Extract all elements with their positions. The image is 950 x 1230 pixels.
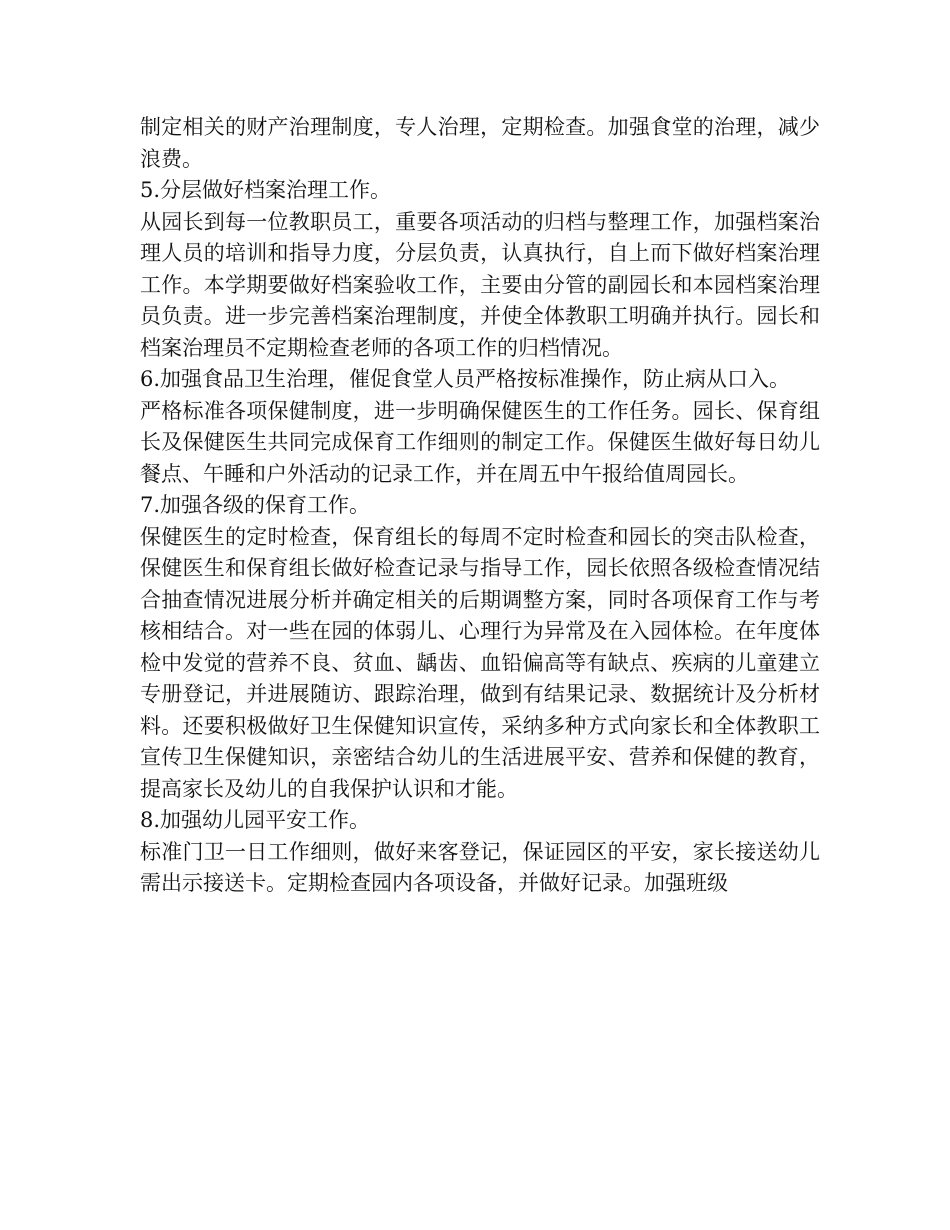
heading-safety-work: 8.加强幼儿园平安工作。 xyxy=(140,808,371,832)
paragraph-care-work: 保健医生的定时检查，保育组长的每周不定时检查和园长的突击队检查，保健医生和保育组长做好检查记录与指导工作，园长依照各级检查情况结合抽查情况进展分析并确定相关的后期调整方案，同时各项保育工作与考核相结合。对一些在园的体弱儿、心理行为异常及在入园体检。在年度体检中发觉的营养不良、贫血、龋齿、血铅偏高等有缺点、疾病的儿童建立专册登记，并进展随访、跟踪治理，做到有结果记录、数据统计及分析材料。还要积极做好卫生保健知识宣传，采纳多种方式向家长和全体教职工宣传卫生保健知识，亲密结合幼儿的生活进展平安、营养和保健的教育，提高家长及幼儿的自我保护认识和才能。 xyxy=(140,524,820,801)
document-page xyxy=(140,112,820,900)
paragraph-property-management: 制定相关的财产治理制度，专人治理，定期检查。加强食堂的治理，减少浪费。 xyxy=(140,115,820,171)
paragraph-archive-management: 从园长到每一位教职员工，重要各项活动的归档与整理工作，加强档案治理人员的培训和指导力度，分层负责，认真执行，自上而下做好档案治理工作。本学期要做好档案验收工作，主要由分管的副园长和本园档案治理员负责。进一步完善档案治理制度，并使全体教职工明确并执行。园长和档案治理员不定期检查老师的各项工作的归档情况。 xyxy=(140,209,820,360)
heading-care-work: 7.加强各级的保育工作。 xyxy=(140,493,371,517)
heading-food-hygiene: 6.加强食品卫生治理，催促食堂人员严格按标准操作，防止病从口入。 xyxy=(140,367,791,391)
paragraph-safety-work: 标准门卫一日工作细则，做好来客登记，保证园区的平安，家长接送幼儿需出示接送卡。定期检查园内各项设备，并做好记录。加强班级 xyxy=(140,839,820,895)
heading-archive-management: 5.分层做好档案治理工作。 xyxy=(140,178,392,202)
paragraph-health-system: 严格标准各项保健制度，进一步明确保健医生的工作任务。园长、保育组长及保健医生共同完成保育工作细则的制定工作。保健医生做好每日幼儿餐点、午睡和户外活动的记录工作，并在周五中午报给值周园长。 xyxy=(140,398,820,486)
